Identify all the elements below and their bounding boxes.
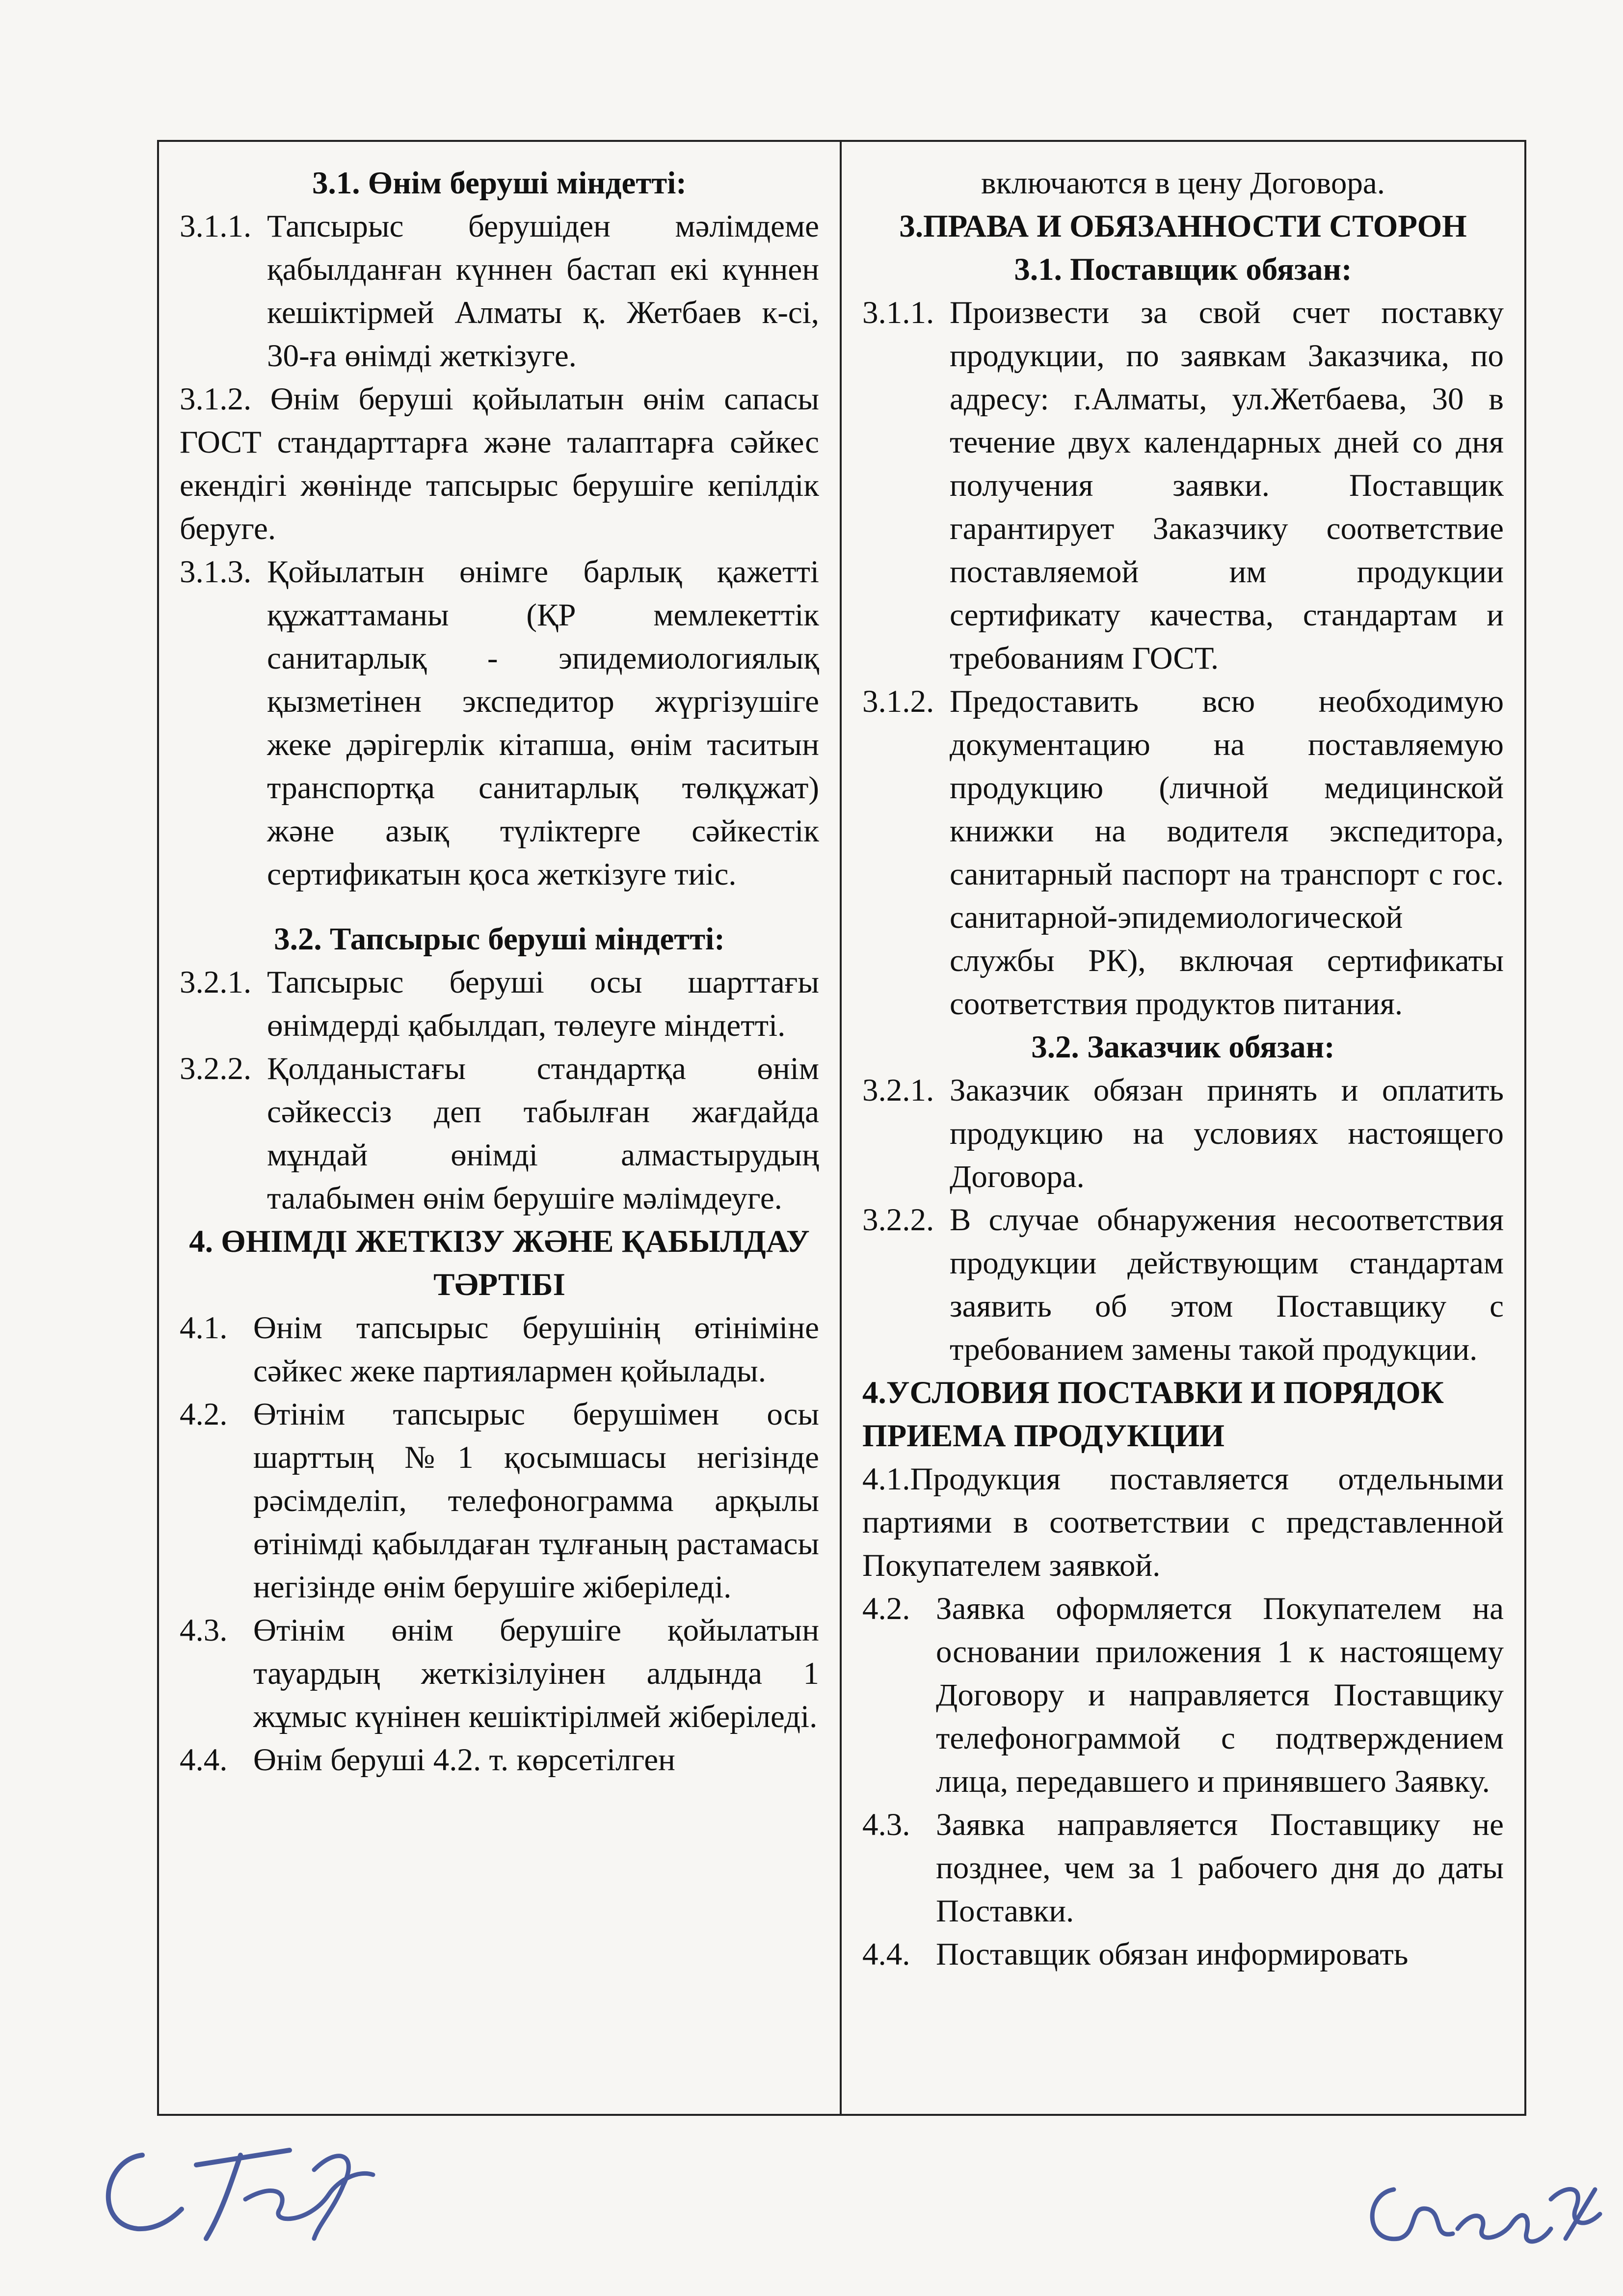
contract-two-column-table — [157, 140, 1526, 2116]
clause-4-2-kz — [180, 1393, 819, 1609]
clause-4-3-kz — [180, 1609, 819, 1738]
carryover-line-ru: включаются в цену Договора. — [981, 165, 1385, 201]
clause-number: 3.2.2. — [180, 1051, 252, 1086]
section-heading-3-1-kz: 3.1. Өнім беруші міндетті: — [312, 165, 687, 201]
section-heading-3-1-ru: 3.1. Поставщик обязан: — [1014, 252, 1352, 287]
clause-text: Қойылатын өнімге барлық қажетті құжаттаманы (ҚР мемлекеттік санитарлық - эпидемиологиялық қызметінен экспедитор жүргізушіге жеке дәрігерлік кітапша, өнім таситын транспортқа санитарлық төлқұжат) және азық түліктерге сәйкестік сертификатын қоса жеткізуге тиіс. — [267, 554, 819, 892]
clause-number: 3.1.1. — [180, 209, 252, 244]
clause-3-2-2-ru — [862, 1198, 1504, 1371]
clause-text: Заказчик обязан принять и оплатить продукцию на условиях настоящего Договора. — [950, 1073, 1504, 1194]
clause-4-1-kz — [180, 1306, 819, 1393]
clause-text: Тапсырыс беруші осы шарттағы өнімдерді қабылдап, төлеуге міндетті. — [267, 965, 819, 1043]
clause-number: 4.4. — [862, 1937, 910, 1972]
clause-number: 3.2.1. — [180, 965, 252, 1000]
clause-3-2-1-ru — [862, 1069, 1504, 1198]
clause-3-2-2-kz — [180, 1047, 819, 1220]
clause-text: Өнім тапсырыс берушінің өтініміне сәйкес жеке партиялармен қойылады. — [253, 1310, 819, 1389]
clause-text: Өнім беруші 4.2. т. көрсетілген — [253, 1742, 675, 1778]
section-heading-3-2-kz: 3.2. Тапсырыс беруші міндетті: — [274, 921, 725, 957]
clause-number: 3.1.2. — [862, 684, 934, 719]
section-heading-4-ru: 4.УСЛОВИЯ ПОСТАВКИ И ПОРЯДОК ПРИЕМА ПРОДУКЦИИ — [862, 1375, 1444, 1454]
clause-number: 4.4. — [180, 1742, 228, 1778]
clause-number: 3.2.2. — [862, 1202, 934, 1238]
clause-3-1-3-kz — [180, 550, 819, 896]
clause-text: Тапсырыс берушіден мәлімдеме қабылданған күннен бастап екі күннен кешіктірмей Алматы қ. Жетбаев к-сі, 30-ға өнімді жеткізуге. — [267, 209, 819, 374]
section-heading-4-kz: 4. ӨНІМДІ ЖЕТКІЗУ ЖӘНЕ ҚАБЫЛДАУ ТӘРТІБІ — [189, 1224, 810, 1302]
clause-number: 4.1. — [180, 1310, 228, 1346]
clause-text: Қолданыстағы стандартқа өнім сәйкессіз деп табылған жағдайда мұндай өнімді алмастырудың талабымен өнім берушіге мәлімдеуге. — [267, 1051, 819, 1216]
kazakh-column — [159, 142, 842, 2114]
clause-number: 4.2. — [180, 1397, 228, 1432]
section-heading-3-2-ru: 3.2. Заказчик обязан: — [1031, 1029, 1335, 1065]
clause-text: Произвести за свой счет поставку продукции, по заявкам Заказчика, по адресу: г.Алматы, ул.Жетбаева, 30 в течение двух календарных дней со дня получения заявки. Поставщик гарантирует Заказчику соответствие поставляемой им продукции сертификату качества, стандартам и требованиям ГОСТ. — [950, 295, 1504, 676]
clause-text: Өтінім өнім берушіге қойылатын тауардың жеткізілуінен алдында 1 жұмыс күнінен кешіктірілмей жіберіледі. — [253, 1613, 819, 1734]
clause-4-2-ru — [862, 1587, 1504, 1803]
clause-text: Поставщик обязан информировать — [936, 1937, 1409, 1972]
clause-number: 4.3. — [180, 1613, 228, 1648]
russian-column — [842, 142, 1524, 2114]
clause-4-1-ru: 4.1.Продукция поставляется отдельными партиями в соответствии с представленной Покупателем заявкой. — [862, 1461, 1504, 1583]
clause-3-2-1-kz — [180, 961, 819, 1047]
clause-3-1-2-ru — [862, 680, 1504, 1026]
clause-text: В случае обнаружения несоответствия продукции действующим стандартам заявить об этом Поставщику с требованием замены такой продукции. — [950, 1202, 1504, 1367]
signature-right-image — [1355, 2160, 1610, 2268]
clause-3-1-2-kz: 3.1.2. Өнім беруші қойылатын өнім сапасы ГОСТ стандарттарға және талаптарға сәйкес екендігі жөнінде тапсырыс берушіге кепілдік беруге. — [180, 381, 819, 546]
clause-text: Заявка оформляется Покупателем на основании приложения 1 к настоящему Договору и направляется Поставщику телефонограммой с подтверждением лица, передавшего и принявшего Заявку. — [936, 1591, 1504, 1799]
clause-number: 3.2.1. — [862, 1073, 934, 1108]
clause-4-4-kz — [180, 1738, 819, 1782]
clause-text: Предоставить всю необходимую документацию на поставляемую продукцию (личной медицинской книжки на водителя экспедитора, санитарный паспорт на транспорт с гос. санитарной-эпидемиологической службы РК), включая сертификаты соответствия продуктов питания. — [950, 684, 1504, 1022]
clause-3-1-1-ru — [862, 291, 1504, 680]
clause-number: 3.1.3. — [180, 554, 252, 590]
clause-4-3-ru — [862, 1803, 1504, 1933]
clause-number: 4.3. — [862, 1807, 910, 1842]
section-heading-3-ru: 3.ПРАВА И ОБЯЗАННОСТИ СТОРОН — [899, 209, 1467, 244]
signature-left-image — [83, 2126, 388, 2253]
clause-4-4-ru — [862, 1933, 1504, 1976]
clause-3-1-1-kz — [180, 205, 819, 378]
clause-text: Өтінім тапсырыс берушімен осы шарттың №1 қосымшасы негізінде рәсімделіп, телефонограмма арқылы өтінімді қабылдаған тұлғаның растамасы негізінде өнім берушіге жіберіледі. — [253, 1397, 819, 1605]
clause-number: 3.1.1. — [862, 295, 934, 330]
clause-text: Заявка направляется Поставщику не позднее, чем за 1 рабочего дня до даты Поставки. — [936, 1807, 1504, 1929]
clause-number: 4.2. — [862, 1591, 910, 1626]
